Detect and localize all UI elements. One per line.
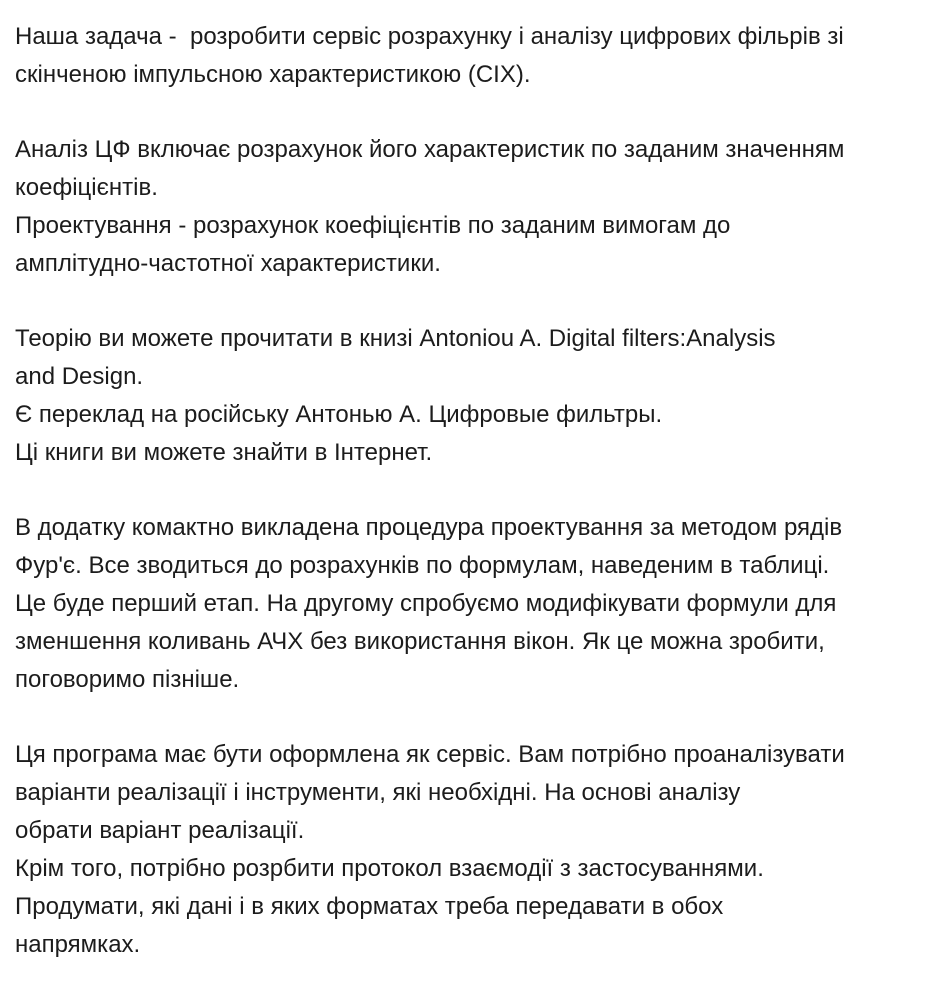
paragraph-task: [15, 18, 930, 94]
text-line: Є переклад на російську Антонью А. Цифровые фильтры.: [15, 401, 663, 428]
text-line: Крім того, потрібно розрбити протокол взаємодії з застосуваннями.: [15, 855, 764, 882]
text-line: обрати варіант реалізації.: [15, 817, 305, 844]
text-line: поговоримо пізніше.: [15, 666, 240, 693]
text-line: Фур'є. Все зводиться до розрахунків по формулам, наведеним в таблиці.: [15, 552, 830, 579]
text-line: Ці книги ви можете знайти в Інтернет.: [15, 439, 433, 466]
paragraph-appendix: [15, 509, 930, 699]
text-line: and Design.: [15, 363, 144, 390]
text-line: Проектування - розрахунок коефіцієнтів по заданим вимогам до: [15, 212, 731, 239]
text-line: В додатку комактно викладена процедура проектування за методом рядів: [15, 514, 843, 541]
paragraph-service: [15, 736, 930, 964]
text-line: Теорію ви можете прочитати в книзі Antoniou A. Digital filters:Analysis: [15, 325, 776, 352]
text-line: коефіцієнтів.: [15, 174, 158, 201]
text-line: Аналіз ЦФ включає розрахунок його характеристик по заданим значенням: [15, 136, 845, 163]
text-line: Продумати, які дані і в яких форматах треба передавати в обох: [15, 893, 724, 920]
text-line: Це буде перший етап. На другому спробуємо модифікувати формули для: [15, 590, 837, 617]
text-line: варіанти реалізації і інструменти, які необхідні. На основі аналізу: [15, 779, 741, 806]
document-body: [15, 18, 930, 1001]
text-line: Наша задача - розробити сервіс розрахунку і аналізу цифрових фільрів зі: [15, 23, 844, 50]
text-line: напрямках.: [15, 931, 141, 958]
text-line: зменшення коливань АЧХ без використання вікон. Як це можна зробити,: [15, 628, 825, 655]
text-line: скінченою імпульсною характеристикою (СІХ).: [15, 61, 531, 88]
paragraph-theory: [15, 320, 930, 472]
paragraph-analysis: [15, 131, 930, 283]
text-line: амплітудно-частотної характеристики.: [15, 250, 441, 277]
text-line: Ця програма має бути оформлена як сервіс. Вам потрібно проаналізувати: [15, 741, 845, 768]
